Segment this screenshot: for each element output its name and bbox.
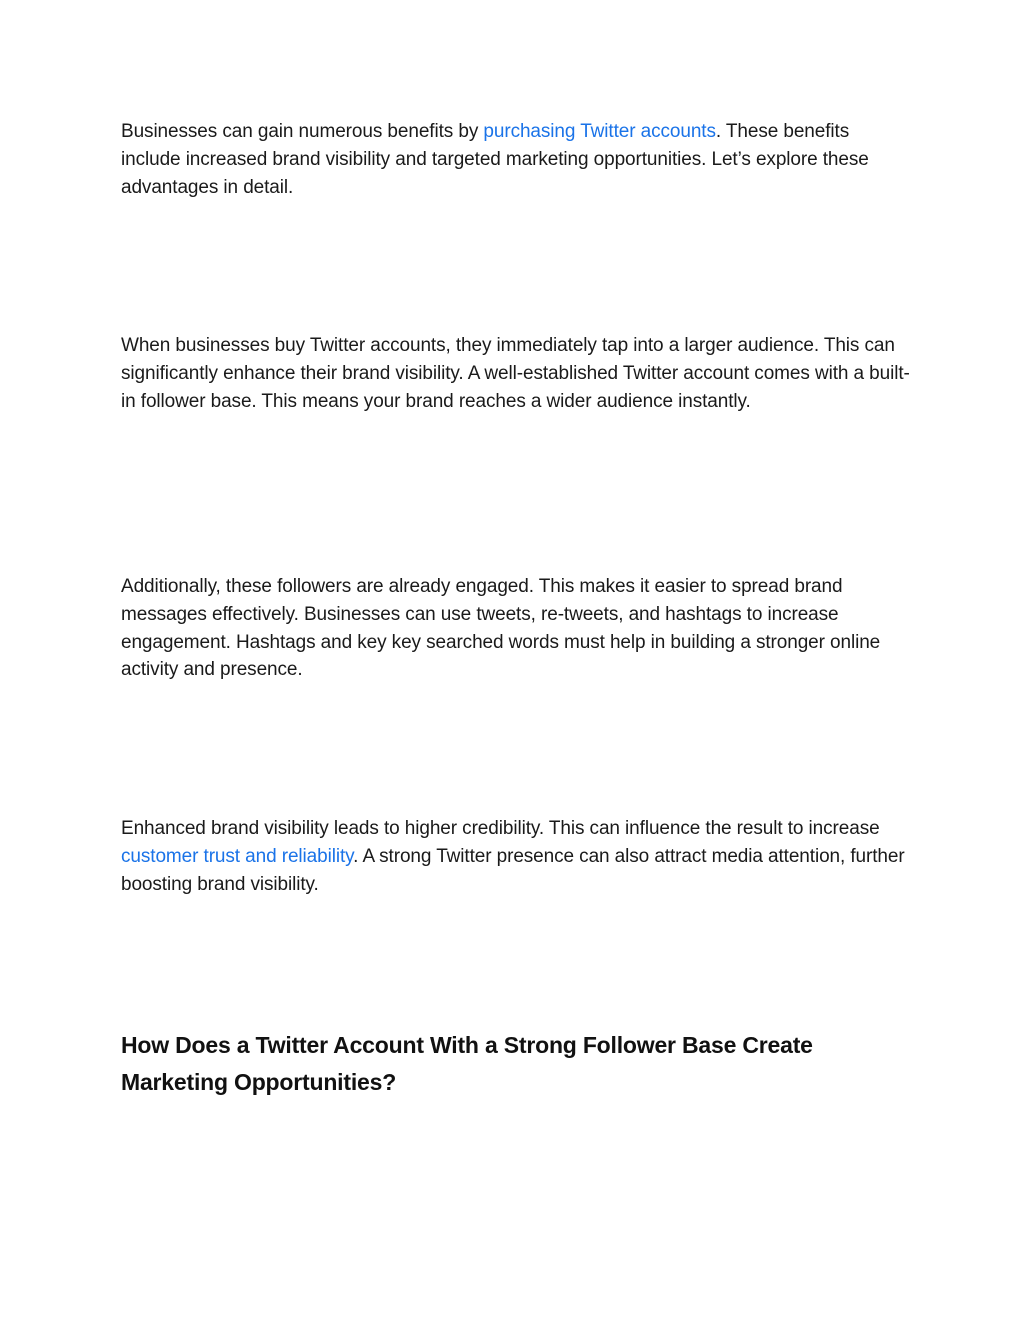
paragraph-text: Businesses can gain numerous benefits by bbox=[121, 121, 484, 142]
paragraph-engaged-followers: Additionally, these followers are already engaged. This makes it easier to spread brand messages effectively. Businesses can use tweets, re-tweets, and hashtags to increase engagement. Hashtags and key key searched words must help in building a stronger online activity and presence. bbox=[121, 576, 881, 681]
link-purchasing-twitter-accounts[interactable]: purchasing Twitter accounts bbox=[483, 121, 716, 142]
paragraph-text: . These benefits include increased brand visibility and targeted marketing opportunities. Let’s explore these advantages in detail. bbox=[121, 121, 869, 198]
paragraph-text: . A strong Twitter presence can also attract media attention, further boosting brand visibility. bbox=[121, 845, 905, 895]
paragraph-credibility bbox=[121, 815, 911, 898]
paragraph-benefits-intro bbox=[121, 118, 911, 201]
paragraph-brand-visibility: When businesses buy Twitter accounts, they immediately tap into a larger audience. This can significantly enhance their brand visibility. A well-established Twitter account comes with a built-in follower base. This means your brand reaches a wider audience instantly. bbox=[121, 335, 910, 412]
paragraph-text: Enhanced brand visibility leads to higher credibility. This can influence the result to increase bbox=[121, 818, 880, 839]
section-heading: How Does a Twitter Account With a Strong Follower Base Create Marketing Opportunities? bbox=[121, 1032, 813, 1095]
link-customer-trust-and-reliability[interactable]: customer trust and reliability bbox=[121, 845, 354, 867]
